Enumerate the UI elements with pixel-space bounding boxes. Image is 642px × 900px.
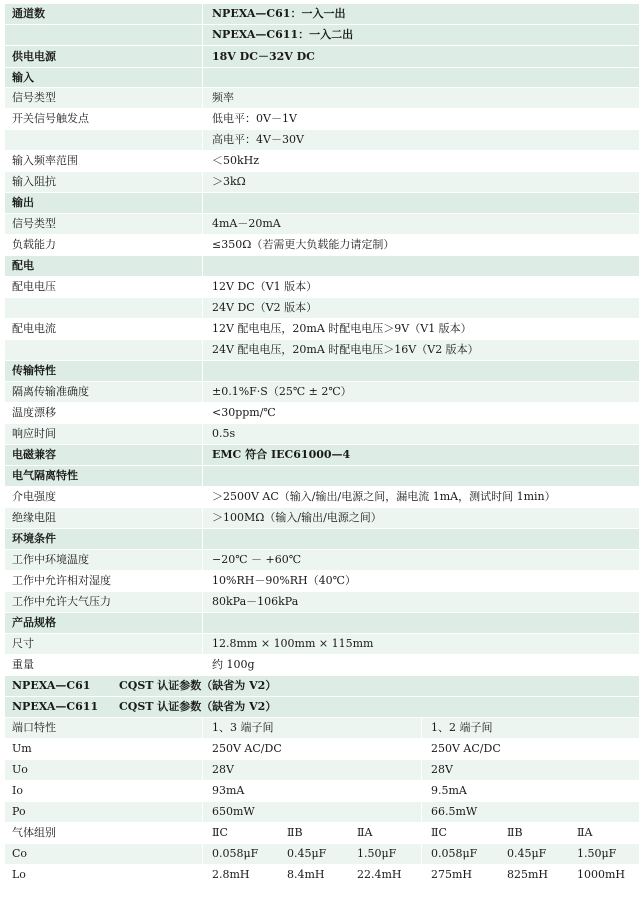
table-row bbox=[5, 864, 639, 885]
column-divider bbox=[202, 403, 203, 423]
column-divider bbox=[202, 781, 203, 801]
column-divider bbox=[202, 613, 203, 633]
row-label: 温度漂移 bbox=[12, 406, 56, 419]
table-row bbox=[5, 423, 639, 444]
row-label: 传输特性 bbox=[12, 364, 56, 377]
row-value: ＜50kHz bbox=[212, 154, 260, 167]
row-label: 电磁兼容 bbox=[12, 448, 56, 461]
gas-group-value: 825mH bbox=[507, 868, 549, 881]
row-label: Po bbox=[12, 805, 26, 818]
row-label: 配电电流 bbox=[12, 322, 56, 335]
row-label: 信号类型 bbox=[12, 91, 56, 104]
row-value: ±0.1%F·S（25℃ ± 2℃） bbox=[212, 385, 352, 398]
row-label: NPEXA—C61 bbox=[12, 679, 91, 692]
column-divider bbox=[421, 760, 422, 780]
row-label: 响应时间 bbox=[12, 427, 56, 440]
row-label: Uo bbox=[12, 763, 28, 776]
column-divider bbox=[202, 466, 203, 486]
row-label: Co bbox=[12, 847, 28, 860]
table-row bbox=[5, 570, 639, 591]
column-divider bbox=[202, 865, 203, 885]
row-value: NPEXA—C61：一入一出 bbox=[212, 7, 346, 20]
row-label: Um bbox=[12, 742, 32, 755]
table-row bbox=[5, 24, 639, 45]
value-terminal-1-2: 28V bbox=[431, 763, 453, 776]
row-value: 80kPa－106kPa bbox=[212, 595, 299, 608]
spec-table bbox=[5, 3, 639, 885]
column-divider bbox=[202, 424, 203, 444]
column-divider bbox=[202, 445, 203, 465]
row-label: 输入阻抗 bbox=[12, 175, 56, 188]
column-divider bbox=[421, 844, 422, 864]
table-row bbox=[5, 360, 639, 381]
column-divider bbox=[202, 655, 203, 675]
column-divider bbox=[202, 361, 203, 381]
gas-group-value: 0.058μF bbox=[212, 847, 259, 860]
row-value: −20℃ － +60℃ bbox=[212, 553, 302, 566]
gas-group-value: 275mH bbox=[431, 868, 473, 881]
table-row bbox=[5, 801, 639, 822]
column-divider bbox=[421, 739, 422, 759]
row-label: 输入 bbox=[12, 71, 34, 84]
table-row bbox=[5, 318, 639, 339]
column-divider bbox=[202, 298, 203, 318]
table-row bbox=[5, 633, 639, 654]
row-label: 工作中允许大气压力 bbox=[12, 595, 111, 608]
column-divider bbox=[202, 550, 203, 570]
row-value: 10%RH－90%RH（40℃） bbox=[212, 574, 356, 587]
table-row bbox=[5, 213, 639, 234]
table-row bbox=[5, 339, 639, 360]
table-row bbox=[5, 3, 639, 24]
row-label: 隔离传输准确度 bbox=[12, 385, 89, 398]
gas-group-value: 0.45μF bbox=[507, 847, 547, 860]
row-label: 工作中允许相对湿度 bbox=[12, 574, 111, 587]
table-row bbox=[5, 843, 639, 864]
table-row bbox=[5, 675, 639, 696]
table-row bbox=[5, 381, 639, 402]
column-divider bbox=[202, 739, 203, 759]
gas-group-value: ⅡB bbox=[507, 826, 523, 839]
row-value: ＞2500V AC（输入/输出/电源之间，漏电流 1mA，测试时间 1min） bbox=[212, 490, 556, 503]
table-row bbox=[5, 67, 639, 87]
column-divider bbox=[202, 823, 203, 843]
row-label: 开关信号触发点 bbox=[12, 112, 89, 125]
column-divider bbox=[202, 340, 203, 360]
value-terminal-1-2: 250V AC/DC bbox=[431, 742, 501, 755]
column-divider bbox=[202, 277, 203, 297]
table-row bbox=[5, 738, 639, 759]
table-row bbox=[5, 780, 639, 801]
column-divider bbox=[202, 760, 203, 780]
gas-group-value: 8.4mH bbox=[287, 868, 325, 881]
gas-group-value: 2.8mH bbox=[212, 868, 250, 881]
column-divider bbox=[202, 592, 203, 612]
row-label: 电气隔离特性 bbox=[12, 469, 78, 482]
column-divider bbox=[202, 382, 203, 402]
row-value: 0.5s bbox=[212, 427, 236, 440]
column-divider bbox=[202, 256, 203, 276]
gas-group-value: ⅡC bbox=[212, 826, 228, 839]
column-divider bbox=[202, 487, 203, 507]
row-value: 低电平：0V－1V bbox=[212, 112, 297, 125]
table-row bbox=[5, 549, 639, 570]
row-label: Io bbox=[12, 784, 23, 797]
value-terminal-1-3: 28V bbox=[212, 763, 234, 776]
value-terminal-1-2: 1、2 端子间 bbox=[431, 721, 493, 734]
table-row bbox=[5, 822, 639, 843]
column-divider bbox=[202, 151, 203, 171]
column-divider bbox=[421, 865, 422, 885]
row-label: 尺寸 bbox=[12, 637, 34, 650]
column-divider bbox=[202, 109, 203, 129]
gas-group-value: 1.50μF bbox=[357, 847, 397, 860]
table-row bbox=[5, 108, 639, 129]
column-divider bbox=[421, 718, 422, 738]
table-row bbox=[5, 45, 639, 67]
table-row bbox=[5, 717, 639, 738]
row-label: 产品规格 bbox=[12, 616, 56, 629]
gas-group-value: 0.45μF bbox=[287, 847, 327, 860]
row-label: 气体组别 bbox=[12, 826, 56, 839]
column-divider bbox=[202, 235, 203, 255]
gas-group-value: ⅡA bbox=[357, 826, 373, 839]
column-divider bbox=[421, 781, 422, 801]
row-value: 24V 配电电压，20mA 时配电电压＞16V（V2 版本） bbox=[212, 343, 479, 356]
value-terminal-1-2: 66.5mW bbox=[431, 805, 478, 818]
row-value: 12V DC（V1 版本） bbox=[212, 280, 318, 293]
column-divider bbox=[202, 46, 203, 67]
table-row bbox=[5, 654, 639, 675]
table-row bbox=[5, 150, 639, 171]
row-label: 信号类型 bbox=[12, 217, 56, 230]
column-divider bbox=[202, 25, 203, 45]
table-row bbox=[5, 759, 639, 780]
row-label: 输入频率范围 bbox=[12, 154, 78, 167]
gas-group-value: 22.4mH bbox=[357, 868, 402, 881]
column-divider bbox=[202, 172, 203, 192]
row-label: 负载能力 bbox=[12, 238, 56, 251]
gas-group-value: 0.058μF bbox=[431, 847, 478, 860]
row-value: <30ppm/℃ bbox=[212, 406, 276, 419]
value-terminal-1-3: 93mA bbox=[212, 784, 245, 797]
column-divider bbox=[202, 844, 203, 864]
table-row bbox=[5, 129, 639, 150]
column-divider bbox=[202, 214, 203, 234]
column-divider bbox=[202, 571, 203, 591]
row-value: 频率 bbox=[212, 91, 234, 104]
row-value: 12.8mm × 100mm × 115mm bbox=[212, 637, 374, 650]
table-row bbox=[5, 486, 639, 507]
table-row bbox=[5, 297, 639, 318]
column-divider bbox=[202, 319, 203, 339]
row-label: 环境条件 bbox=[12, 532, 56, 545]
row-label: 重量 bbox=[12, 658, 34, 671]
row-value: 18V DC－32V DC bbox=[212, 50, 315, 63]
value-terminal-1-3: 1、3 端子间 bbox=[212, 721, 274, 734]
column-divider bbox=[421, 823, 422, 843]
row-label: 配电 bbox=[12, 259, 34, 272]
row-label: 工作中环境温度 bbox=[12, 553, 89, 566]
row-label: 配电电压 bbox=[12, 280, 56, 293]
table-row bbox=[5, 255, 639, 276]
column-divider bbox=[202, 4, 203, 24]
row-label: 介电强度 bbox=[12, 490, 56, 503]
column-divider bbox=[202, 88, 203, 108]
row-value: EMC 符合 IEC61000—4 bbox=[212, 448, 351, 461]
row-value: ≤350Ω（若需更大负载能力请定制） bbox=[212, 238, 395, 251]
gas-group-value: 1000mH bbox=[577, 868, 626, 881]
table-row bbox=[5, 507, 639, 528]
column-divider bbox=[202, 508, 203, 528]
table-row bbox=[5, 276, 639, 297]
value-terminal-1-2: 9.5mA bbox=[431, 784, 467, 797]
row-value: 4mA－20mA bbox=[212, 217, 281, 230]
row-value: CQST 认证参数（缺省为 V2） bbox=[119, 700, 277, 713]
table-row bbox=[5, 528, 639, 549]
value-terminal-1-3: 650mW bbox=[212, 805, 255, 818]
gas-group-value: 1.50μF bbox=[577, 847, 617, 860]
gas-group-value: ⅡC bbox=[431, 826, 447, 839]
row-label: NPEXA—C611 bbox=[12, 700, 99, 713]
row-label: 通道数 bbox=[12, 7, 45, 20]
column-divider bbox=[202, 634, 203, 654]
table-row bbox=[5, 465, 639, 486]
table-row bbox=[5, 402, 639, 423]
column-divider bbox=[421, 802, 422, 822]
row-label: Lo bbox=[12, 868, 26, 881]
row-label: 绝缘电阻 bbox=[12, 511, 56, 524]
table-row bbox=[5, 192, 639, 213]
gas-group-value: ⅡA bbox=[577, 826, 593, 839]
row-label: 供电电源 bbox=[12, 50, 56, 63]
column-divider bbox=[202, 529, 203, 549]
column-divider bbox=[202, 193, 203, 213]
row-value: 高电平：4V－30V bbox=[212, 133, 304, 146]
column-divider bbox=[202, 802, 203, 822]
column-divider bbox=[202, 68, 203, 87]
row-value: 24V DC（V2 版本） bbox=[212, 301, 318, 314]
table-row bbox=[5, 171, 639, 192]
table-row bbox=[5, 444, 639, 465]
table-row bbox=[5, 591, 639, 612]
value-terminal-1-3: 250V AC/DC bbox=[212, 742, 282, 755]
row-value: ＞100MΩ（输入/输出/电源之间） bbox=[212, 511, 382, 524]
table-row bbox=[5, 87, 639, 108]
gas-group-value: ⅡB bbox=[287, 826, 303, 839]
table-row bbox=[5, 234, 639, 255]
table-row bbox=[5, 612, 639, 633]
row-value: 12V 配电电压，20mA 时配电电压＞9V（V1 版本） bbox=[212, 322, 472, 335]
row-label: 端口特性 bbox=[12, 721, 56, 734]
row-value: 约 100g bbox=[212, 658, 255, 671]
table-row bbox=[5, 696, 639, 717]
column-divider bbox=[202, 718, 203, 738]
column-divider bbox=[202, 130, 203, 150]
row-label: 输出 bbox=[12, 196, 34, 209]
row-value: CQST 认证参数（缺省为 V2） bbox=[119, 679, 277, 692]
row-value: ＞3kΩ bbox=[212, 175, 246, 188]
row-value: NPEXA—C611：一入二出 bbox=[212, 28, 354, 41]
